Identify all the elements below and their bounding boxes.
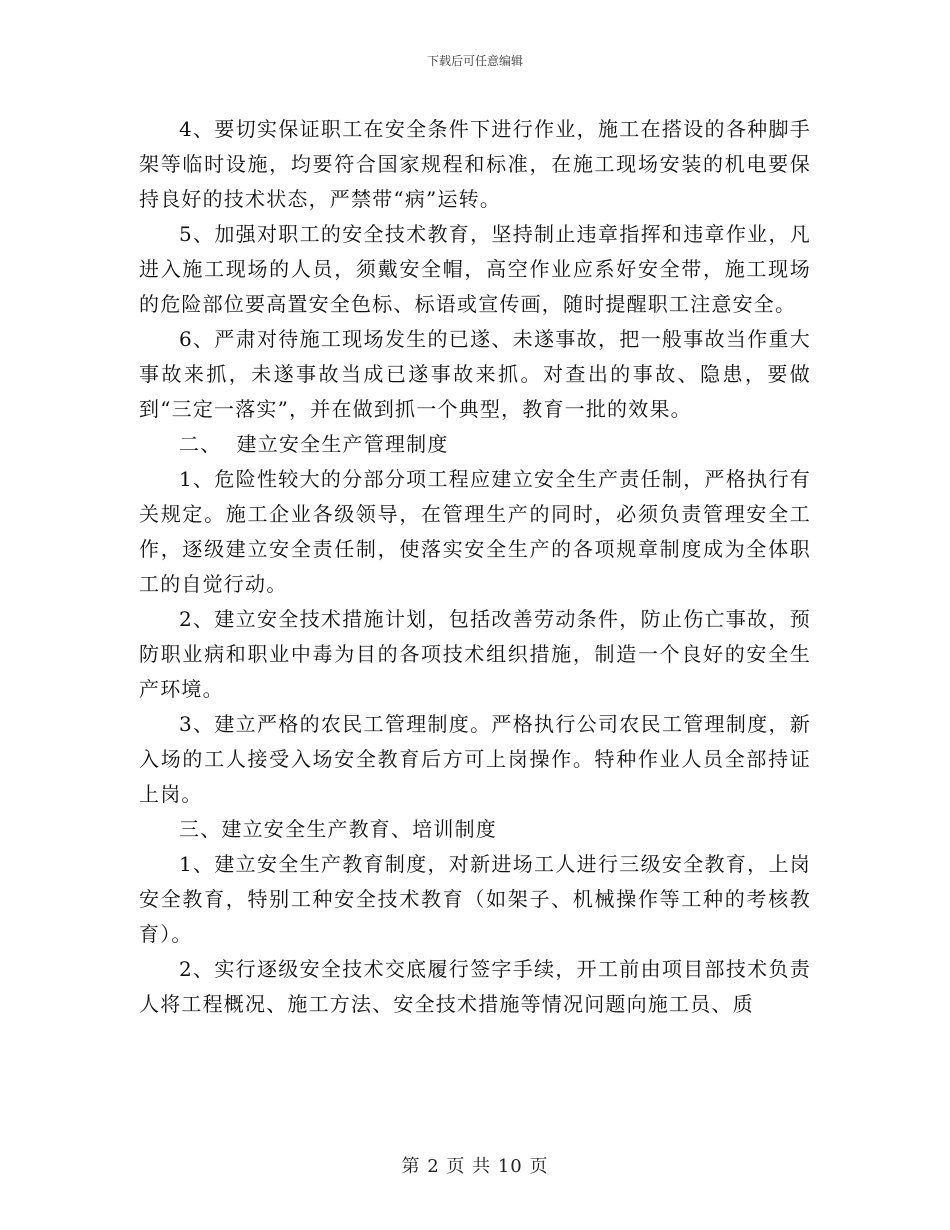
section2-paragraph-2: 2、建立安全技术措施计划，包括改善劳动条件，防止伤亡事故，预防职业病和职业中毒为目的各项技术组织措施，制造一个良好的安全生产环境。 <box>139 607 811 701</box>
paragraph-6: 6、严肃对待施工现场发生的已遂、未遂事故，把一般事故当作重大事故来抓，未遂事故当成已遂事故来抓。对查出的事故、隐患，要做到“三定一落实”，并在做到抓一个典型，教育一批的效果。 <box>139 327 811 421</box>
paragraph-5: 5、加强对职工的安全技术教育，坚持制止违章指挥和违章作业，凡进入施工现场的人员，须戴安全帽，高空作业应系好安全带，施工现场的危险部位要高置安全色标、标语或宣传画，随时提醒职工注意安全。 <box>139 222 811 316</box>
section3-paragraph-1: 1、建立安全生产教育制度，对新进场工人进行三级安全教育，上岗安全教育，特别工种安全技术教育（如架子、机械操作等工种的考核教育）。 <box>139 852 811 946</box>
document-body <box>139 112 811 1022</box>
section3-paragraph-2: 2、实行逐级安全技术交底履行签字手续，开工前由项目部技术负责人将工程概况、施工方法、安全技术措施等情况问题向施工员、质 <box>139 957 811 1016</box>
page-number: 第 2 页 共 10 页 <box>401 1156 549 1177</box>
paragraph-4: 4、要切实保证职工在安全条件下进行作业，施工在搭设的各种脚手架等临时设施，均要符合国家规程和标准，在施工现场安装的机电要保持良好的技术状态，严禁带“病”运转。 <box>139 117 811 211</box>
section2-paragraph-3: 3、建立严格的农民工管理制度。严格执行公司农民工管理制度，新入场的工人接受入场安全教育后方可上岗操作。特种作业人员全部持证上岗。 <box>139 712 811 806</box>
section-heading-3: 三、建立安全生产教育、培训制度 <box>179 817 497 841</box>
page-header-note: 下载后可任意编辑 <box>426 54 523 68</box>
section2-paragraph-1: 1、危险性较大的分部分项工程应建立安全生产责任制，严格执行有关规定。施工企业各级领导，在管理生产的同时，必须负责管理安全工作，逐级建立安全责任制，使落实安全生产的各项规章制度成为全体职工的自觉行动。 <box>139 467 811 596</box>
section-heading-2: 二、 建立安全生产管理制度 <box>179 432 449 456</box>
